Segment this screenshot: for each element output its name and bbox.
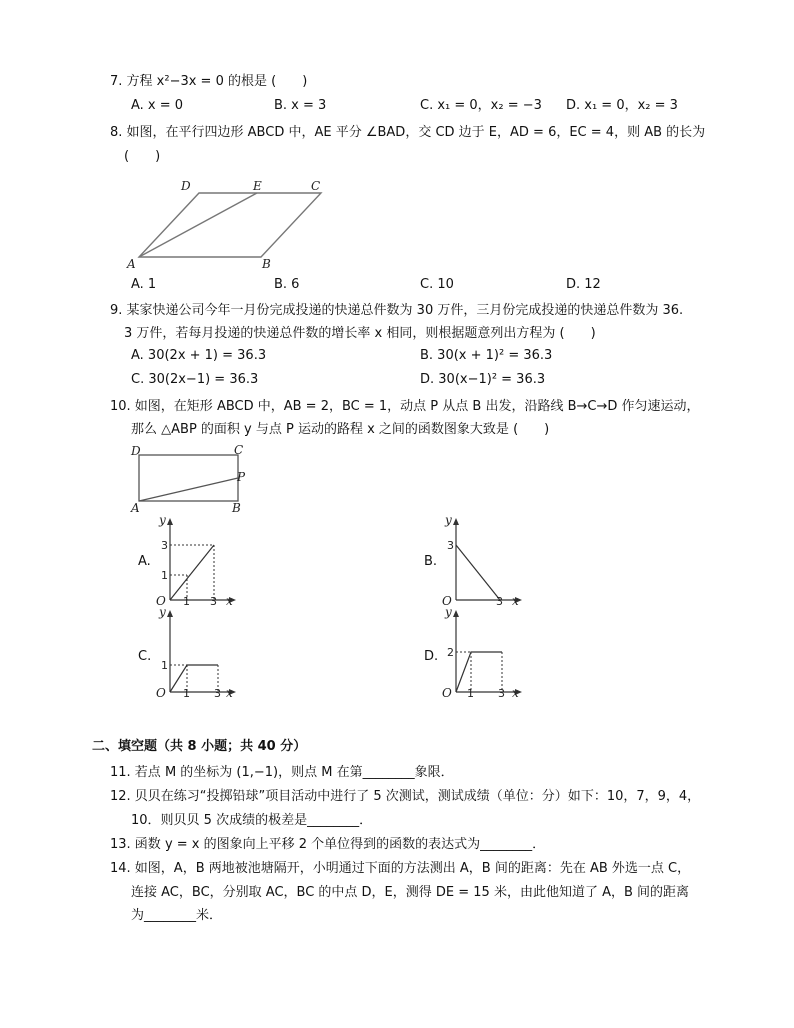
svg-text:3: 3 [214, 687, 221, 700]
q7-stem: 7. 方程 x²−3x = 0 的根是 ( ) [110, 74, 308, 89]
svg-text:3: 3 [447, 539, 454, 552]
graph-d [436, 604, 526, 699]
q7-option-b: B. x = 3 [274, 98, 327, 113]
q14-stem-line1: 14. 如图，A，B 两地被池塘隔开，小明通过下面的方法测出 A，B 间的距离：先在 AB 外选一点 C， [110, 861, 691, 876]
graph-line [456, 652, 502, 692]
label-e: E [253, 179, 262, 193]
graph-b [436, 512, 526, 607]
q7-option-d: D. x₁ = 0，x₂ = 3 [566, 98, 678, 113]
label-d: D [131, 444, 141, 458]
svg-text:3: 3 [498, 687, 505, 700]
q10-stem-line2: 那么 △ABP 的面积 y 与点 P 运动的路程 x 之间的函数图象大致是 ( ) [131, 422, 550, 437]
label-a: A [131, 501, 140, 515]
svg-text:3: 3 [210, 595, 217, 608]
graph-a [150, 512, 240, 607]
q9-stem-line2: 3 万件，若每月投递的快递总件数的增长率 x 相同，则根据题意列出方程为 ( ) [124, 326, 596, 341]
svg-text:x: x [512, 594, 519, 608]
svg-text:y: y [445, 513, 452, 527]
q14-stem-line3: 为________米． [131, 908, 223, 923]
svg-text:y: y [445, 605, 452, 619]
graph-a-label: A. [138, 554, 151, 569]
q13-stem: 13. 函数 y = x 的图象向上平移 2 个单位得到的函数的表达式为________． [110, 837, 546, 852]
svg-text:x: x [226, 594, 233, 608]
q8-option-c: C. 10 [420, 277, 454, 292]
svg-text:1: 1 [161, 659, 168, 672]
q9-option-a: A. 30(2x + 1) = 36.3 [131, 348, 267, 363]
label-b: B [262, 257, 271, 271]
label-p: P [237, 470, 246, 484]
q7-option-a: A. x = 0 [131, 98, 184, 113]
parallelogram-abcd [139, 193, 321, 257]
section-2-title: 二、填空题（共 8 小题；共 40 分） [92, 739, 307, 754]
q11-stem: 11. 若点 M 的坐标为 (1,−1)，则点 M 在第________象限． [110, 765, 454, 780]
svg-text:O: O [156, 686, 166, 700]
q9-option-b: B. 30(x + 1)² = 36.3 [420, 348, 553, 363]
svg-text:x: x [226, 686, 233, 700]
q12-stem-line2: 10．则贝贝 5 次成绩的极差是________． [131, 813, 373, 828]
q8-option-b: B. 6 [274, 277, 300, 292]
svg-text:3: 3 [161, 539, 168, 552]
label-a: A [127, 257, 136, 271]
rectangle-abcd [139, 455, 238, 501]
label-c: C [234, 443, 244, 457]
graph-line [456, 545, 500, 600]
label-c: C [311, 179, 321, 193]
graph-line [170, 665, 218, 692]
graph-c [150, 604, 240, 699]
q9-option-d: D. 30(x−1)² = 36.3 [420, 372, 546, 387]
svg-text:y: y [159, 605, 166, 619]
svg-text:2: 2 [447, 646, 454, 659]
graph-line [170, 545, 214, 600]
graph-c-label: C. [138, 649, 152, 664]
q8-parallelogram-figure [120, 174, 340, 274]
q12-stem-line1: 12. 贝贝在练习“投掷铅球”项目活动中进行了 5 次测试，测试成绩（单位：分）如下：10，7，9，4， [110, 789, 701, 804]
svg-text:1: 1 [183, 687, 190, 700]
svg-text:x: x [512, 686, 519, 700]
label-d: D [181, 179, 191, 193]
segment-ae [139, 193, 257, 257]
segment-ap [139, 478, 238, 501]
q10-stem-line1: 10. 如图，在矩形 ABCD 中，AB = 2，BC = 1，动点 P 从点 B 出发，沿路线 B→C→D 作匀速运动， [110, 399, 700, 414]
svg-text:1: 1 [161, 569, 168, 582]
q9-option-c: C. 30(2x−1) = 36.3 [131, 372, 259, 387]
label-b: B [232, 501, 241, 515]
q8-option-d: D. 12 [566, 277, 601, 292]
q9-stem-line1: 9. 某家快递公司今年一月份完成投递的快递总件数为 30 万件，三月份完成投递的快递总件数为 36. [110, 303, 684, 318]
q8-stem-line1: 8. 如图，在平行四边形 ABCD 中，AE 平分 ∠BAD，交 CD 边于 E，AD = 6，EC = 4，则 AB 的长为 [110, 125, 706, 140]
graph-b-label: B. [424, 554, 438, 569]
q14-stem-line2: 连接 AC，BC，分别取 AC，BC 的中点 D，E，测得 DE = 15 米，由此他知道了 A，B 间的距离 [131, 885, 690, 900]
svg-text:O: O [442, 686, 452, 700]
svg-text:O: O [156, 594, 166, 608]
svg-text:1: 1 [467, 687, 474, 700]
q8-option-a: A. 1 [131, 277, 157, 292]
q8-stem-line2: ( ) [124, 149, 161, 164]
graph-d-label: D. [424, 649, 439, 664]
svg-text:3: 3 [496, 595, 503, 608]
svg-text:y: y [159, 513, 166, 527]
q10-rectangle-figure [128, 443, 258, 518]
svg-text:O: O [442, 594, 452, 608]
svg-text:1: 1 [183, 595, 190, 608]
q7-option-c: C. x₁ = 0，x₂ = −3 [420, 98, 542, 113]
